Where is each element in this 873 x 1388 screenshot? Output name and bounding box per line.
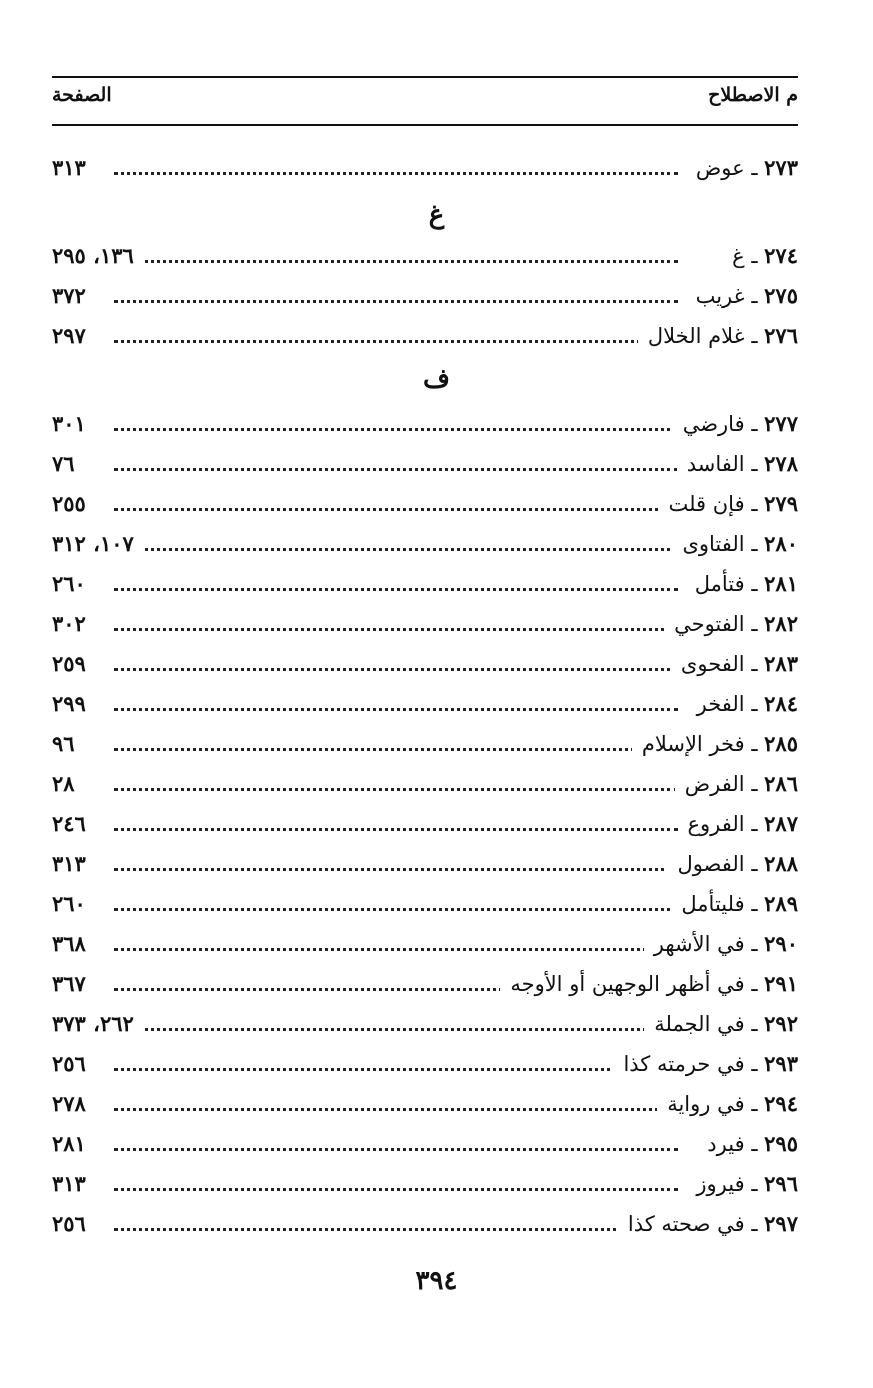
entry-separator: ـ [751, 652, 758, 676]
index-entry [52, 646, 798, 682]
entry-term-text: في الأشهر [653, 932, 745, 956]
entry-separator: ـ [751, 1012, 758, 1036]
entry-term-text: الفتوحي [674, 612, 745, 636]
index-entry [52, 846, 798, 882]
entry-term-text: فيروز [696, 1172, 745, 1196]
entry-separator: ـ [751, 612, 758, 636]
entry-term-text: فيرد [707, 1132, 745, 1156]
entry-pages: ٢٦٢، ٣٧٣ [52, 1006, 144, 1042]
entry-term-text: عوض [695, 156, 745, 180]
entry-number: ٢٨٢ [764, 611, 798, 636]
entry-number: ٢٩٦ [764, 1171, 798, 1196]
entry-pages: ٢٥٥ [52, 486, 96, 522]
entry-pages: ٢٧٨ [52, 1086, 96, 1122]
entry-separator: ـ [751, 732, 758, 756]
leader-dots [114, 908, 678, 911]
index-entry [52, 966, 798, 1002]
entry-term [722, 238, 798, 274]
entry-number: ٢٩٢ [764, 1011, 798, 1036]
index-entry [52, 406, 798, 442]
entry-term-text: الفحوى [680, 652, 745, 676]
entry-separator: ـ [751, 692, 758, 716]
entry-term-text: غ [732, 244, 745, 268]
entry-pages: ٢٨١ [52, 1126, 96, 1162]
index-entry [52, 806, 798, 842]
entry-term [667, 846, 798, 882]
section-letter-fa: ف [423, 364, 450, 394]
entry-pages: ٣٠٢ [52, 606, 96, 642]
index-entry [52, 1166, 798, 1202]
index-entry [52, 318, 798, 354]
entry-term [687, 686, 798, 722]
entry-term [677, 446, 798, 482]
entry-number: ٢٧٧ [764, 411, 798, 436]
entry-term-text: الفتاوى [682, 532, 745, 556]
entry-term [658, 486, 798, 522]
entry-term-text: الفرض [684, 772, 745, 796]
leader-dots [114, 1188, 678, 1191]
entry-number: ٢٧٨ [764, 451, 798, 476]
entry-term [672, 526, 798, 562]
index-entry [52, 1086, 798, 1122]
entry-number: ٢٩٠ [764, 931, 798, 956]
leader-dots [114, 1148, 678, 1151]
entry-term [664, 606, 798, 642]
page-number: ٣٩٤ [415, 1266, 458, 1296]
leader-dots [114, 748, 678, 751]
entry-separator: ـ [751, 772, 758, 796]
entry-pages: ٧٦ [52, 446, 85, 482]
entry-separator: ـ [751, 244, 758, 268]
entry-separator: ـ [751, 1212, 758, 1236]
entry-pages: ٢٤٦ [52, 806, 96, 842]
index-entry [52, 726, 798, 762]
leader-dots [114, 468, 678, 471]
entry-number: ٢٨٧ [764, 811, 798, 836]
entry-number: ٢٩٧ [764, 1211, 798, 1236]
entry-separator: ـ [751, 932, 758, 956]
leader-dots [114, 628, 678, 631]
entry-term [671, 886, 798, 922]
entry-term-text: في صحته كذا [627, 1212, 745, 1236]
entry-pages: ٢٦٠ [52, 886, 96, 922]
entry-separator: ـ [751, 892, 758, 916]
leader-dots [114, 668, 678, 671]
entry-separator: ـ [751, 492, 758, 516]
leader-dots [114, 708, 678, 711]
entry-separator: ـ [751, 852, 758, 876]
leader-dots [114, 828, 678, 831]
entry-separator: ـ [751, 812, 758, 836]
entry-number: ٢٧٦ [764, 323, 798, 348]
entry-term [685, 566, 798, 602]
entry-number: ٢٨٠ [764, 531, 798, 556]
index-entry [52, 1206, 798, 1242]
entry-separator: ـ [751, 156, 758, 180]
entry-term-text: غريب [695, 284, 745, 308]
index-entry [52, 606, 798, 642]
entry-pages: ١٠٧، ٣١٢ [52, 526, 144, 562]
entry-term-text: في أظهر الوجهين أو الأوجه [510, 972, 745, 996]
entry-number: ٢٨٥ [764, 731, 798, 756]
entry-term-text: فإن قلت [668, 492, 745, 516]
entry-term-text: في رواية [667, 1092, 745, 1116]
entry-number: ٢٧٩ [764, 491, 798, 516]
leader-dots [114, 340, 678, 343]
entry-term [632, 726, 798, 762]
index-entry [52, 278, 798, 314]
entry-number: ٢٨٦ [764, 771, 798, 796]
entry-term-text: فليتأمل [681, 892, 745, 916]
entry-separator: ـ [751, 572, 758, 596]
entry-pages: ٢٨ [52, 766, 85, 802]
entry-number: ٢٩١ [764, 971, 798, 996]
index-entry [52, 1046, 798, 1082]
entry-pages: ٣١٣ [52, 1166, 96, 1202]
index-entry [52, 1006, 798, 1042]
entry-pages: ٣٧٢ [52, 278, 96, 314]
entry-number: ٢٩٣ [764, 1051, 798, 1076]
entry-pages: ٣١٣ [52, 150, 96, 186]
leader-dots [114, 1068, 678, 1071]
entry-pages: ٣٦٨ [52, 926, 96, 962]
entry-number: ٢٨٣ [764, 651, 798, 676]
index-entry [52, 486, 798, 522]
entry-separator: ـ [751, 532, 758, 556]
leader-dots [114, 868, 678, 871]
entry-number: ٢٧٥ [764, 283, 798, 308]
header-term-label: م الاصطلاح [708, 84, 798, 106]
entry-separator: ـ [751, 1092, 758, 1116]
leader-dots [114, 300, 678, 303]
leader-dots [114, 508, 678, 511]
entry-pages: ٢٩٩ [52, 686, 96, 722]
entry-term [686, 278, 798, 314]
leader-dots [114, 548, 678, 551]
entry-term [500, 966, 798, 1002]
entry-term [675, 766, 798, 802]
index-entry [52, 766, 798, 802]
entry-term-text: الفروع [687, 812, 745, 836]
leader-dots [114, 260, 678, 263]
entry-term-text: غلام الخلال [647, 324, 745, 348]
entry-term [644, 1006, 798, 1042]
entry-term [678, 806, 799, 842]
index-entry [52, 446, 798, 482]
entry-pages: ٢٥٦ [52, 1046, 96, 1082]
leader-dots [114, 1028, 678, 1031]
leader-dots [114, 948, 678, 951]
entry-number: ٢٨٤ [764, 691, 798, 716]
section-letter-ghain: غ [428, 200, 445, 230]
index-entry [52, 926, 798, 962]
index-entry [52, 886, 798, 922]
index-entry [52, 1126, 798, 1162]
entry-number: ٢٨١ [764, 571, 798, 596]
entry-term-text: الفاسد [686, 452, 745, 476]
entry-term-text: الفصول [677, 852, 745, 876]
index-entry [52, 526, 798, 562]
entry-term [673, 406, 798, 442]
entry-term-text: في الجملة [654, 1012, 745, 1036]
entry-term [671, 646, 798, 682]
entry-term-text: الفخر [696, 692, 745, 716]
entry-term-text: فارضي [682, 412, 745, 436]
entry-term [697, 1126, 798, 1162]
entry-separator: ـ [751, 1052, 758, 1076]
entry-number: ٢٧٤ [764, 243, 798, 268]
entry-pages: ٢٥٩ [52, 646, 96, 682]
entry-term [618, 1206, 798, 1242]
entry-number: ٢٧٣ [764, 155, 798, 180]
leader-dots [114, 1108, 678, 1111]
entry-term [657, 1086, 798, 1122]
entry-pages: ٣٦٧ [52, 966, 96, 1002]
entry-separator: ـ [751, 972, 758, 996]
entry-pages: ٣١٣ [52, 846, 96, 882]
header-page-label: الصفحة [52, 84, 112, 106]
entry-pages: ٢٩٧ [52, 318, 96, 354]
entry-term [638, 318, 798, 354]
entry-pages: ٩٦ [52, 726, 85, 762]
entry-separator: ـ [751, 452, 758, 476]
entry-term-text: فتأمل [694, 572, 745, 596]
leader-dots [114, 788, 678, 791]
entry-pages: ٣٠١ [52, 406, 96, 442]
index-entry [52, 566, 798, 602]
entry-separator: ـ [751, 284, 758, 308]
top-rule [52, 76, 798, 78]
entry-separator: ـ [751, 1132, 758, 1156]
header-bottom-rule [52, 124, 798, 126]
index-entry [52, 150, 798, 186]
index-entry [52, 686, 798, 722]
entry-pages: ٢٦٠ [52, 566, 96, 602]
entry-term [686, 150, 798, 186]
entry-pages: ٢٥٦ [52, 1206, 96, 1242]
entry-separator: ـ [751, 412, 758, 436]
entry-term-text: فخر الإسلام [641, 732, 745, 756]
leader-dots [114, 1228, 678, 1231]
leader-dots [114, 428, 678, 431]
entry-separator: ـ [751, 1172, 758, 1196]
entry-number: ٢٩٤ [764, 1091, 798, 1116]
entry-term [613, 1046, 798, 1082]
entry-number: ٢٩٥ [764, 1131, 798, 1156]
entry-separator: ـ [751, 324, 758, 348]
index-entry [52, 238, 798, 274]
leader-dots [114, 588, 678, 591]
entry-term [686, 1166, 798, 1202]
entry-number: ٢٨٨ [764, 851, 798, 876]
entry-number: ٢٨٩ [764, 891, 798, 916]
entry-term [644, 926, 798, 962]
leader-dots [114, 172, 678, 175]
entry-term-text: في حرمته كذا [623, 1052, 745, 1076]
entry-pages: ١٣٦، ٢٩٥ [52, 238, 144, 274]
